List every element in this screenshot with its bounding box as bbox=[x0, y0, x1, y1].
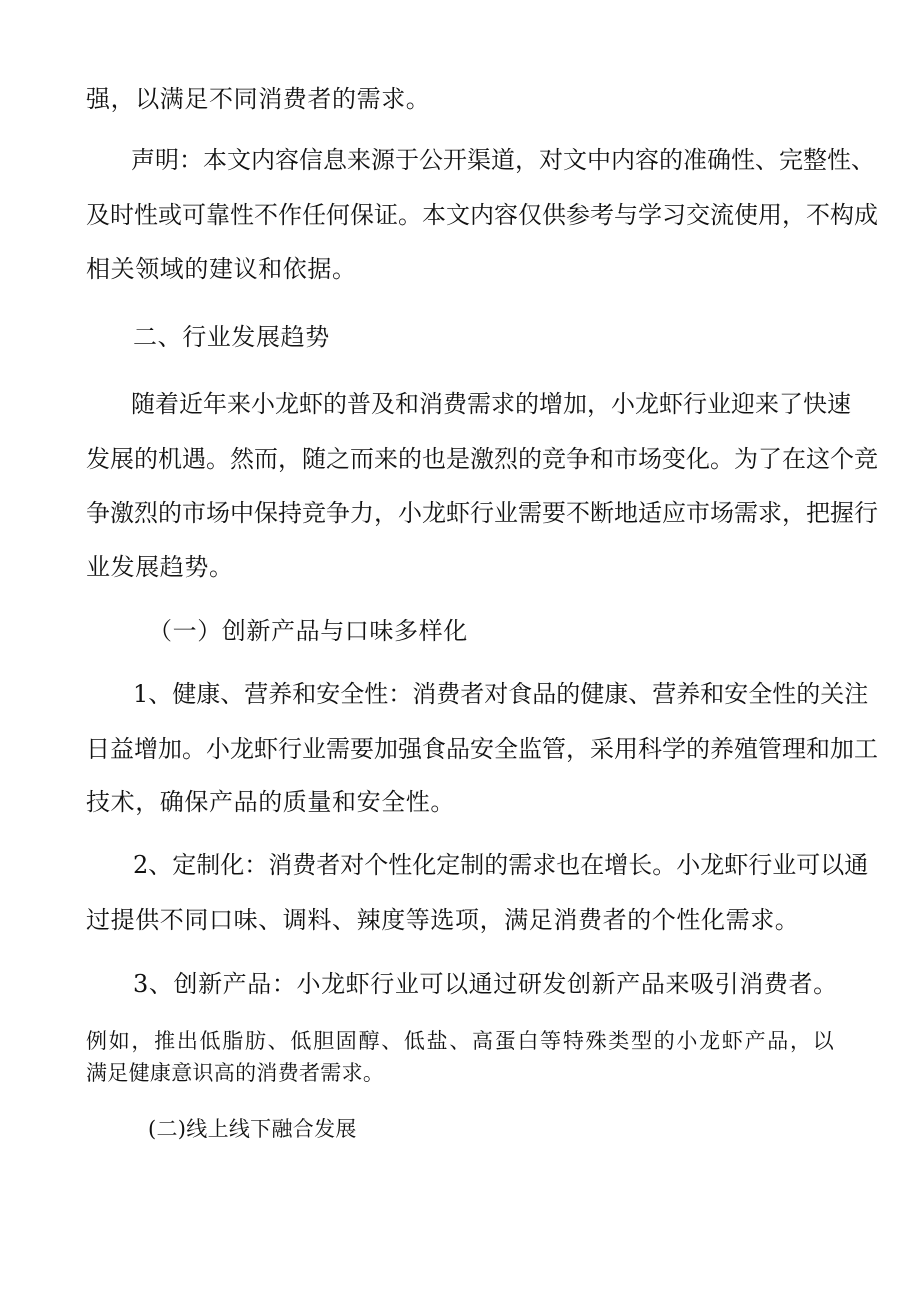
health-item-line-3: 技术，确保产品的质量和安全性。 bbox=[86, 788, 455, 816]
disclaimer-line-2: 及时性或可靠性不作任何保证。本文内容仅供参考与学习交流使用，不构成 bbox=[86, 201, 878, 229]
paragraph-continuation: 强，以满足不同消费者的需求。 bbox=[86, 85, 431, 113]
customization-item-line-2: 过提供不同口味、调料、辣度等选项，满足消费者的个性化需求。 bbox=[86, 906, 800, 934]
health-item-line-2: 日益增加。小龙虾行业需要加强食品安全监管，采用科学的养殖管理和加工 bbox=[86, 735, 878, 763]
customization-item-line-1: 2、定制化：消费者对个性化定制的需求也在增长。小龙虾行业可以通 bbox=[133, 851, 869, 879]
innovation-item-line-2: 例如，推出低脂肪、低胆固醇、低盐、高蛋白等特殊类型的小龙虾产品，以 bbox=[86, 1029, 834, 1053]
innovation-item-line-3: 满足健康意识高的消费者需求。 bbox=[86, 1061, 385, 1085]
disclaimer-line-1: 声明：本文内容信息来源于公开渠道，对文中内容的准确性、完整性、 bbox=[131, 146, 875, 174]
subsection-heading-2: (二)线上线下融合发展 bbox=[148, 1117, 357, 1141]
section-heading: 二、行业发展趋势 bbox=[133, 323, 330, 351]
trend-paragraph-line-2: 发展的机遇。然而，随之而来的也是激烈的竞争和市场变化。为了在这个竞 bbox=[86, 445, 878, 473]
trend-paragraph-line-3: 争激烈的市场中保持竞争力，小龙虾行业需要不断地适应市场需求，把握行 bbox=[86, 499, 878, 527]
subsection-heading-1: （一）创新产品与口味多样化 bbox=[148, 617, 468, 645]
health-item-line-1: 1、健康、营养和安全性：消费者对食品的健康、营养和安全性的关注 bbox=[133, 680, 869, 708]
trend-paragraph-line-4: 业发展趋势。 bbox=[86, 553, 234, 581]
disclaimer-line-3: 相关领域的建议和依据。 bbox=[86, 255, 357, 283]
trend-paragraph-line-1: 随着近年来小龙虾的普及和消费需求的增加，小龙虾行业迎来了快速 bbox=[131, 390, 851, 418]
innovation-item-line-1: 3、创新产品：小龙虾行业可以通过研发创新产品来吸引消费者。 bbox=[133, 970, 838, 998]
